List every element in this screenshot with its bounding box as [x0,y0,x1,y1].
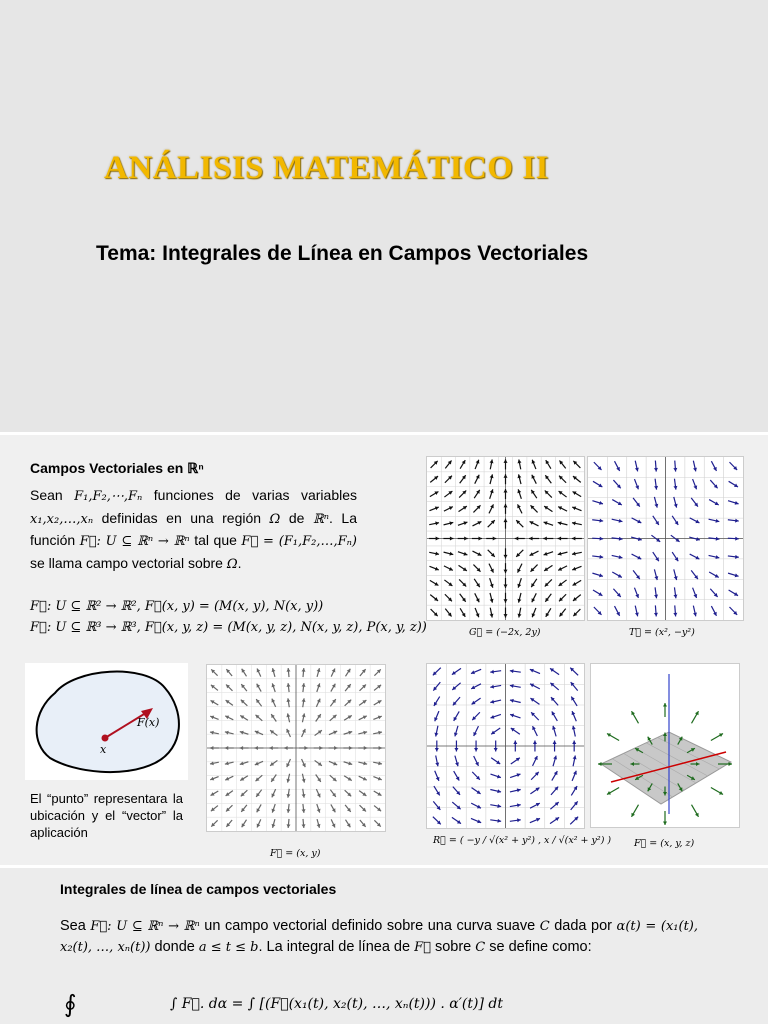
field-arrow-head [619,537,623,541]
field-arrow-head [654,613,658,617]
field-arrow-head [286,683,290,687]
title-slide [0,0,768,432]
field-arrow-head [284,746,288,750]
field-arrow-head [619,555,623,559]
field-arrow-head [572,741,576,745]
fx-label: F(x) [137,716,160,729]
section-heading: Integrales de línea de campos vectoriales [60,881,337,897]
field-arrow-head [735,537,739,541]
field-arrow-head [619,519,623,523]
field-arrow-head [287,668,291,672]
formula-r2: F⃗: U ⊆ ℝ² → ℝ², F⃗(x, y) = (M(x, y), N(x, y)) [30,599,324,614]
field-arrow-head [673,468,677,472]
field-arrow-head [286,713,290,717]
point-marker [102,735,109,742]
field-arrow-head [504,584,508,588]
field-arrow-head [558,521,562,525]
field-arrow-head [513,741,517,745]
field-arrow-head [715,519,719,523]
field-arrow-head [693,612,697,616]
field-arrow-head [504,519,508,523]
field-arrow-head [515,537,519,541]
x-label: x [100,743,107,756]
field-arrow-head [478,537,482,541]
field-arrow-head [598,762,602,766]
line-integral-formula: ∫ F⃗. dα = ∫ [(F⃗(x₁(t), x₂(t), …, xₙ(t))) . α′(t)] dt [170,996,503,1012]
field-arrow-head [635,612,639,616]
field-arrow-head [510,699,514,703]
field-arrow-head [286,779,290,783]
field-arrow-head [287,824,291,828]
illustration-caption: El “punto” representara la ubicación y el “vector” la aplicación [30,791,183,840]
field-arrow-head [349,746,353,750]
field-arrow-head [302,779,306,783]
field-arrow-head [364,746,368,750]
field-arrow-head [225,746,229,750]
field-arrow-head [517,599,521,603]
field-arrow-head [302,824,306,828]
field-arrow-head [600,537,604,541]
field-arrow-head [663,822,667,826]
field-arrow-head [533,741,537,745]
field-arrow-head [504,474,508,478]
field-arrow-head [254,746,257,750]
contour-integral-symbol: ∮ [64,990,77,1018]
field-arrow-head [435,748,439,752]
field-arrow-head [635,468,639,472]
field-arrow-head [497,789,501,793]
field-arrow-head [529,537,533,541]
field-arrow-head [504,504,508,508]
field-arrow-head [693,468,697,472]
field-arrow-head [490,599,494,603]
field-arrow-head [286,809,290,813]
field-arrow-head [543,537,547,541]
field-arrow-head [450,537,454,541]
field-arrow-head [494,748,498,752]
field-arrow-head [490,700,494,704]
field-arrow-head [504,599,508,603]
field-arrow-head [517,788,521,792]
field-arrow-head [504,459,508,463]
field-arrow-head [504,570,508,574]
field-arrow-head [302,713,306,717]
field-arrow-head [302,683,306,687]
field-arrow-head [493,537,497,541]
field-arrow-head [504,489,508,493]
definition-paragraph: Sea F⃗: U ⊆ ℝⁿ → ℝⁿ un campo vectorial definido sobre una curva suave C dada por α(t) = (x₁(t), x₂(t), …, xₙ(t)) donde a ≤ t ≤ b. La integral de línea de F⃗ sobre C se define como: [60,918,699,955]
field-arrow-head [572,537,576,541]
field-arrow-head [654,468,658,472]
field-arrow-head [663,703,667,707]
field-arrow-head [210,746,214,750]
field-arrow-head [454,748,458,752]
caption-t: T⃗ = (x², −y²) [629,627,695,638]
topic-subtitle: Tema: Integrales de Línea en Campos Vectoriales [96,242,589,265]
field-arrow-head [269,746,273,750]
field-arrow-head [240,746,244,750]
field-arrow-head [302,809,306,813]
field-arrow-head [715,555,719,559]
field-arrow-head [449,552,453,556]
vector-field-plot-g [426,456,585,621]
field-arrow-head [334,746,337,750]
field-arrow-head [673,613,677,617]
vector-field-plot-f3 [590,663,740,828]
field-arrow-head [558,537,562,541]
vector-field-plot-r [426,663,585,829]
field-arrow-head [504,614,508,618]
caption-f3: F⃗ = (x, y, z) [634,838,695,849]
vector-fields-slide [0,435,768,865]
blob-diagram [25,663,188,780]
section-heading: Campos Vectoriales en ℝⁿ [30,460,204,476]
formula-r3: F⃗: U ⊆ ℝ³ → ℝ³, F⃗(x, y, z) = (M(x, y, z), N(x, y, z), P(x, y, z)) [30,620,427,635]
field-arrow-head [436,537,440,541]
caption-g: G⃗ = (−2x, 2y) [469,627,541,638]
field-arrow-head [558,552,562,556]
vector-field-plot-f2 [206,664,386,832]
field-arrow-head [379,746,383,750]
course-title: ANÁLISIS MATEMÁTICO II [104,150,549,186]
vector-field-plot-t [587,456,744,621]
field-arrow-head [319,746,323,750]
field-arrow-head [517,474,521,478]
field-arrow-head [490,474,494,478]
field-arrow-head [716,537,720,541]
field-arrow-head [474,748,478,752]
field-arrow-head [464,537,468,541]
field-arrow-head [504,555,508,559]
field-arrow-head [553,741,557,745]
caption-r: R⃗ = ( −y / √(x² + y²) , x / √(x² + y²) ) [433,835,612,846]
line-integrals-slide [0,868,768,1024]
field-arrow-head [304,746,308,750]
field-arrow-head [449,521,453,525]
field-arrow-head [302,668,306,672]
vector-illustration [25,663,188,780]
definition-paragraph: Sean F₁,F₂,⋯,Fₙ funciones de varias variables x₁,x₂,…,xₙ definidas en una región Ω de ℝⁿ. La función F⃗: U ⊆ ℝⁿ → ℝⁿ tal que F⃗ = (F₁,F₂,…,Fₙ) se llama campo vectorial sobre Ω. [30,487,357,572]
caption-f2: F⃗ = (x, y) [270,848,321,859]
